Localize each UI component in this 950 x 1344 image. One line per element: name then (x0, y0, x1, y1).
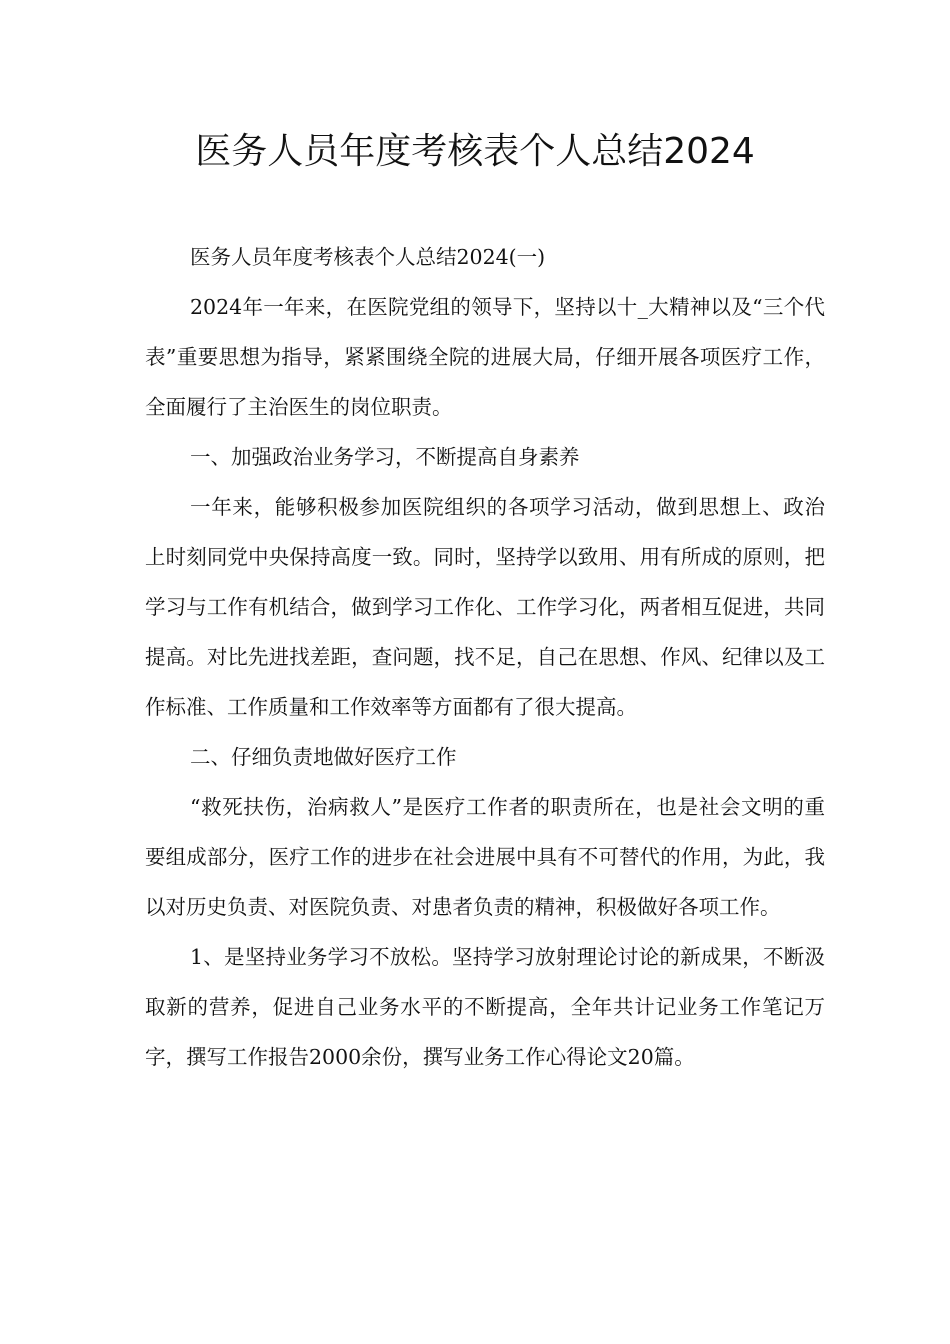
section-heading-2: 二、仔细负责地做好医疗工作 (190, 745, 457, 769)
section-heading-1: 一、加强政治业务学习，不断提高自身素养 (190, 445, 580, 469)
document-body (145, 232, 825, 1082)
item-1-paragraph: 1、是坚持业务学习不放松。坚持学习放射理论讨论的新成果，不断汲取新的营养，促进自己业务水平的不断提高，全年共计记业务工作笔记万字，撰写工作报告2000余份，撰写业务工作心得论文20篇。 (145, 945, 825, 1069)
document-title: 医务人员年度考核表个人总结2024 (195, 131, 755, 172)
subtitle-paragraph: 医务人员年度考核表个人总结2024(一) (190, 245, 546, 269)
section-2-paragraph: “救死扶伤，治病救人”是医疗工作者的职责所在，也是社会文明的重要组成部分，医疗工作的进步在社会进展中具有不可替代的作用，为此，我以对历史负责、对医院负责、对患者负责的精神，积极做好各项工作。 (145, 795, 825, 919)
section-1-paragraph: 一年来，能够积极参加医院组织的各项学习活动，做到思想上、政治上时刻同党中央保持高度一致。同时，坚持学以致用、用有所成的原则，把学习与工作有机结合，做到学习工作化、工作学习化，两者相互促进，共同提高。对比先进找差距，查问题，找不足，自己在思想、作风、纪律以及工作标准、工作质量和工作效率等方面都有了很大提高。 (145, 495, 825, 719)
intro-paragraph: 2024年一年来，在医院党组的领导下，坚持以十_大精神以及“三个代表”重要思想为指导，紧紧围绕全院的进展大局，仔细开展各项医疗工作，全面履行了主治医生的岗位职责。 (145, 295, 825, 419)
